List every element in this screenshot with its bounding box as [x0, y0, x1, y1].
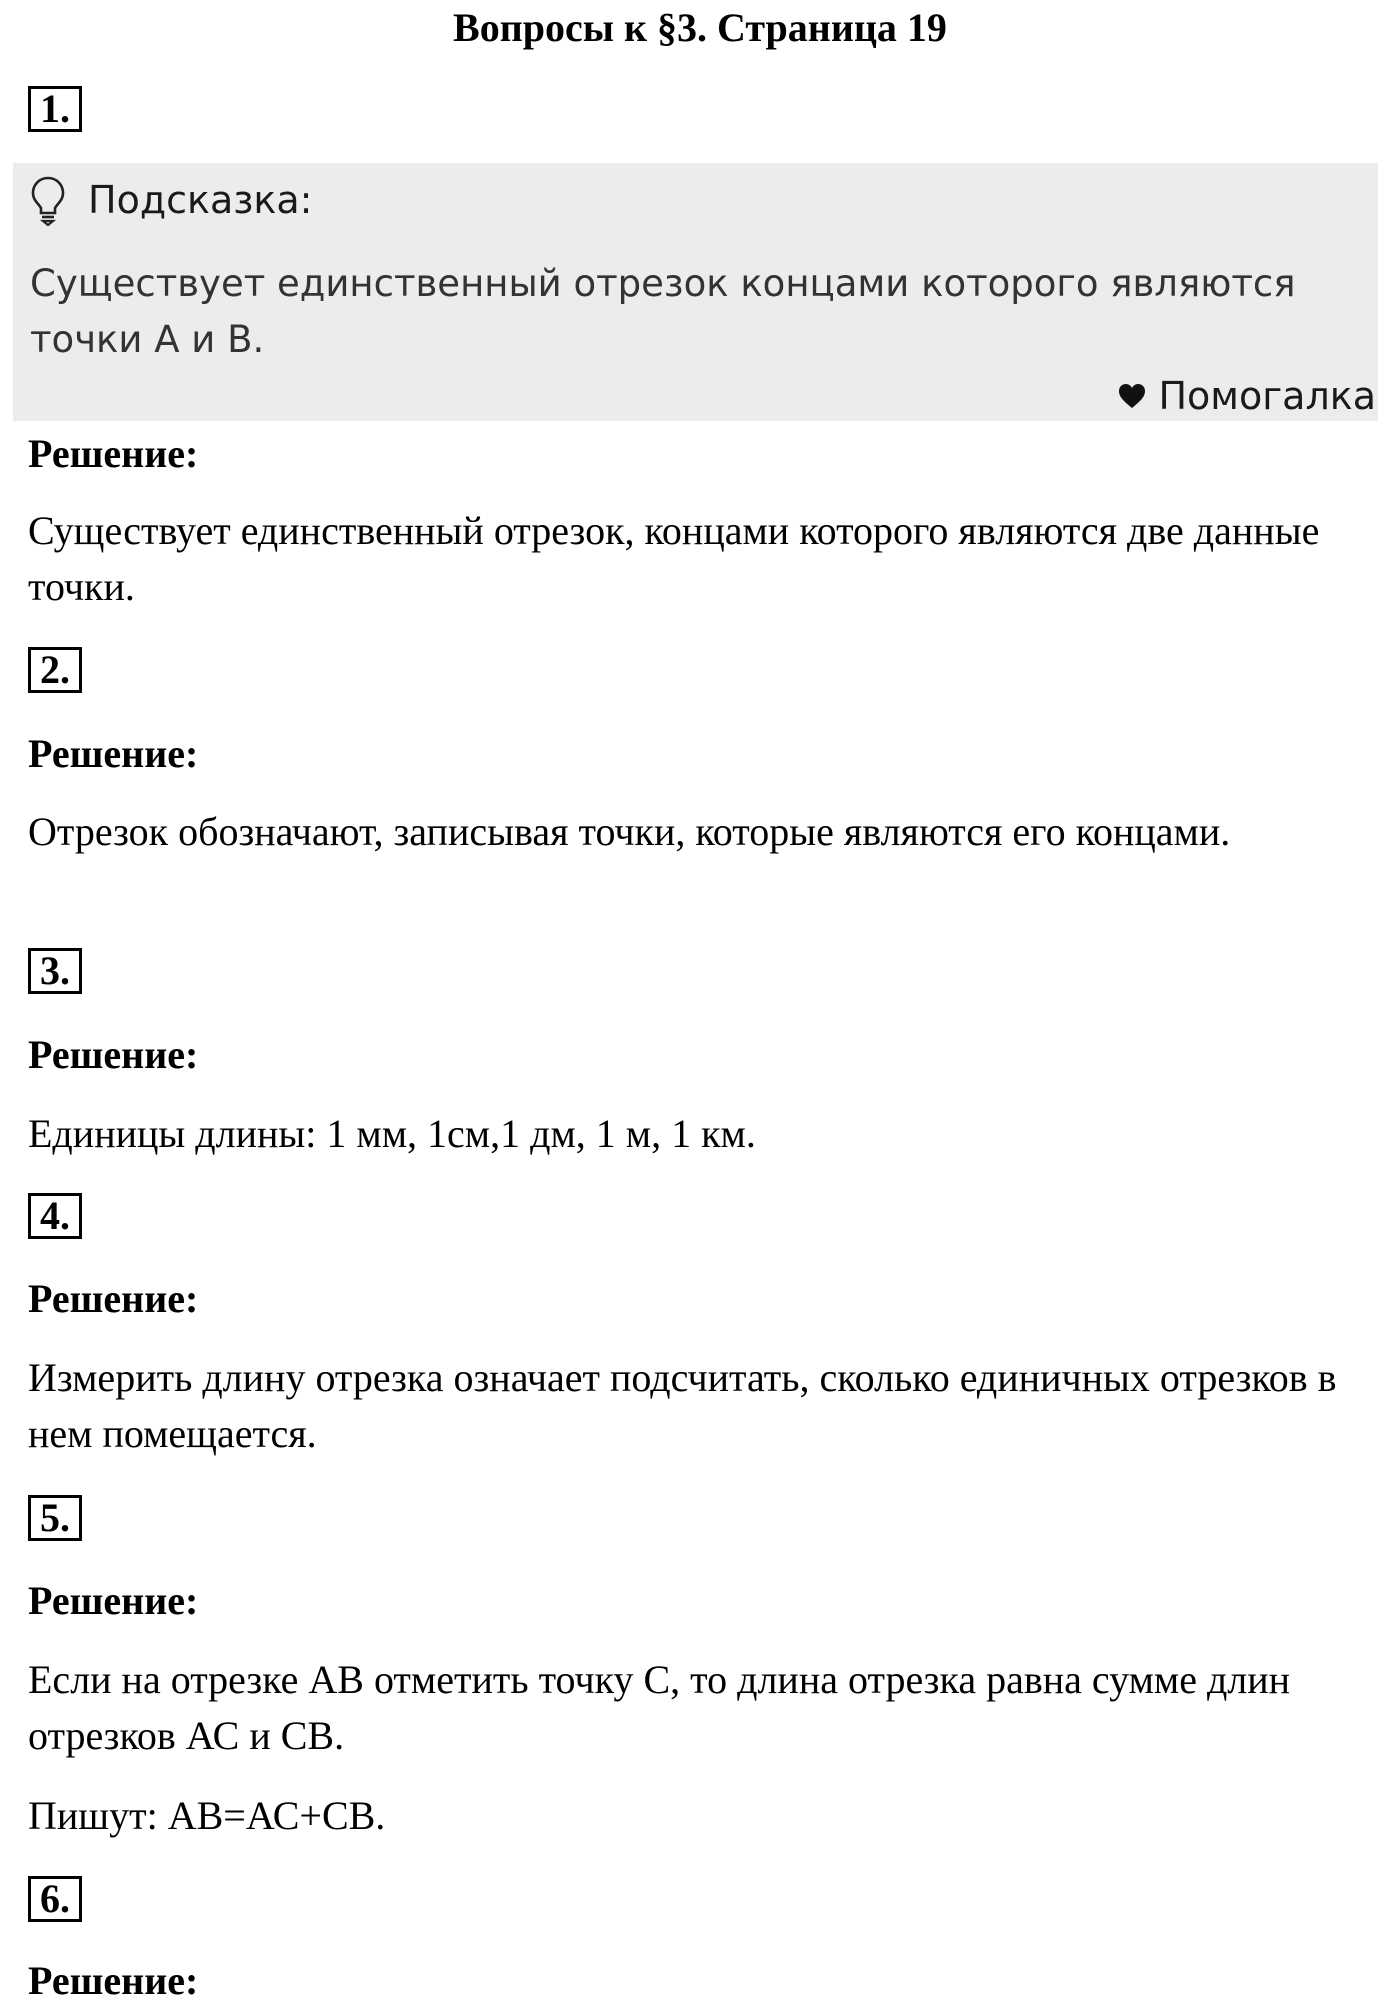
question-number-1: 1.	[28, 86, 82, 132]
solution-text-2: Отрезок обозначают, записывая точки, которые являются его концами.	[28, 809, 1231, 854]
hint-title: Подсказка:	[88, 178, 313, 222]
solution-label-3: Решение:	[28, 1032, 199, 1077]
question-number-5: 5.	[28, 1495, 82, 1541]
heart-icon	[1118, 383, 1146, 409]
question-number-3: 3.	[28, 948, 82, 994]
solution-label-2: Решение:	[28, 731, 199, 776]
solution-label-6: Решение:	[28, 1958, 199, 2003]
solution-formula-5: Пишут: АВ=АС+СВ.	[28, 1793, 386, 1838]
lightbulb-icon	[30, 175, 66, 227]
solution-text-1: Существует единственный отрезок, концами которого являются две данные точки.	[28, 508, 1320, 609]
page-title: Вопросы к §3. Страница 19	[453, 5, 947, 50]
solution-label-5: Решение:	[28, 1578, 199, 1623]
solution-text-3: Единицы длины: 1 мм, 1см,1 дм, 1 м, 1 км.	[28, 1111, 756, 1156]
question-number-4: 4.	[28, 1193, 82, 1239]
hint-source-link[interactable]	[1118, 370, 1376, 422]
question-number-6: 6.	[28, 1876, 82, 1922]
hint-text: Существует единственный отрезок концами которого являются точки А и В.	[30, 262, 1296, 361]
solution-text-4: Измерить длину отрезка означает подсчитать, сколько единичных отрезков в нем помещается.	[28, 1355, 1337, 1456]
solution-label-4: Решение:	[28, 1276, 199, 1321]
solution-text-5: Если на отрезке АВ отметить точку С, то длина отрезка равна сумме длин отрезков АС и СВ.	[28, 1657, 1291, 1758]
solution-label-1: Решение:	[28, 431, 199, 476]
hint-source-label: Помогалка	[1158, 374, 1376, 418]
question-number-2: 2.	[28, 647, 82, 693]
